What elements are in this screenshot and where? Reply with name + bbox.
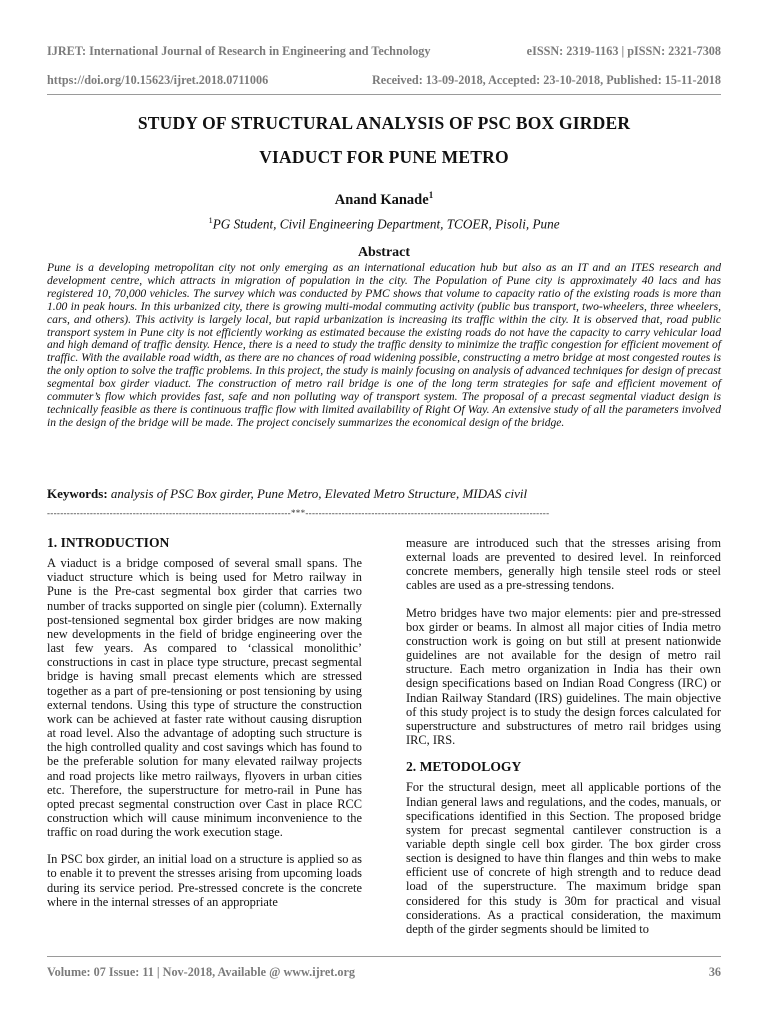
affiliation xyxy=(0,215,768,232)
footer-rule xyxy=(47,956,721,957)
keywords-label: Keywords: xyxy=(47,486,108,501)
section-heading-introduction: 1. INTRODUCTION xyxy=(47,535,170,550)
page-footer xyxy=(47,965,721,980)
author xyxy=(0,190,768,209)
footer-volume: Volume: 07 Issue: 11 | Nov-2018, Available @ www.ijret.org xyxy=(47,965,355,979)
affiliation-superscript: 1 xyxy=(208,215,213,225)
author-superscript: 1 xyxy=(428,190,434,200)
section-heading-methodology: 2. METODOLOGY xyxy=(406,759,522,775)
doi-link[interactable]: https://doi.org/10.15623/ijret.2018.0711006 xyxy=(47,73,269,87)
intro-paragraph-2: In PSC box girder, an initial load on a structure is applied so as to enable it to prevent the stresses arising from upcoming loads during its service period. Pre-stressed concrete is the concrete where in the internal stresses of an appropriate xyxy=(47,852,362,909)
publication-dates: Received: 13-09-2018, Accepted: 23-10-2018, Published: 15-11-2018 xyxy=(372,73,721,87)
issn: eISSN: 2319-1163 | pISSN: 2321-7308 xyxy=(526,44,721,58)
abstract-text: Pune is a developing metropolitan city not only emerging as an international education hub but also as an IT and an ITES research and development centre, which attracts in migration of population in the city. The Population of Pune city is approximately 40 lacs and has registered 10, 70,000 vehicles. The survey which was conducted by PMC shows that volume to capacity ratio of the existing roads is more than 1.00 in peak hours. In this urbanized city, there is growing multi-modal commuting activity (public bus transport, two-wheelers, three wheelers, cars, and others). This activity is largely local, but rapid urbanization is increasing its traffic within the city. It is observed that, road public transport system in Pune city is not efficiently working as estimated because the existing roads do not have the capacity to carry vehicular load and high demand of traffic density. Hence, there is a need to study the traffic density to minimize the traffic congestion for efficient movement of traffic. With the available road width, as there are no chances of road widening possible, constructing a metro bridge at most congested routes is the only option to solve the traffic problems. In this project, the study is mainly focusing on analysis of advanced techniques for design of precast segmental box girder viaduct. The construction of metro rail bridge is one of the long term strategies for safe and efficient movement of commuter’s flow which provides fast, safe and non polluting way of transport system. The proposal of a precast segmental viaduct design is technically feasible as there is continuous traffic flow with limited availability of Right Of Way. An extensive study of all the parameters involved in the design of the bridge will be made. The project concisely summarizes the economical design of the bridge. xyxy=(47,261,721,429)
intro-paragraph-4: Metro bridges have two major elements: pier and pre-stressed box girder or beams. In almost all major cities of India metro construction work is going on but still at present nationwide guidelines are not available for the design of metro rail structure. Each metro organization in India has their own design specifications based on Indian Road Congress (IRC) or Indian Railway Standard (IRS) guidelines. The main objective of this study project is to study the design forces calculated for superstructure and substructures of metro rail bridges using IRC, IRS. xyxy=(406,605,721,748)
abstract-heading: Abstract xyxy=(357,245,411,260)
right-column xyxy=(406,536,721,936)
intro-paragraph-3: measure are introduced such that the stresses arising from external loads are prevented to desired level. In reinforced concrete members, generally high tensile steel rods or steel cables are used as a pre-stressing tendons. xyxy=(406,536,721,593)
author-name: Anand Kanade xyxy=(334,191,429,208)
page-number: 36 xyxy=(708,965,721,979)
paper-title-line-1: STUDY OF STRUCTURAL ANALYSIS OF PSC BOX GIRDER xyxy=(137,113,631,133)
section-separator: --------------------------------------------------------------------------***-------------------------------------------------------------------------- xyxy=(47,508,550,518)
affiliation-text: PG Student, Civil Engineering Department, TCOER, Pisoli, Pune xyxy=(212,216,560,232)
methodology-paragraph-1: For the structural design, meet all applicable portions of the Indian general laws and regulations, and the codes, manuals, or specifications identified in this Section. The proposed bridge system for precast segmental cantilever construction is a variable depth single cell box girder. The box girder cross section is designed to have thin flanges and thin webs to make efficient use of concrete of high strength and to reduce dead load of the superstructure. The maximum bridge span considered for this study is 30m for practical and visual considerations. As a practical consideration, the maximum depth of the girder segments should be limited to xyxy=(406,780,721,936)
intro-paragraph-1: A viaduct is a bridge composed of several small spans. The viaduct structure which is being used for Metro railway in Pune is the Pre-cast segmental box girder that carries two number of tracks supported on single pier (column). Externally post-tensioned segmental box girder bridges are now making new developments in the field of bridge engineering over the last few years. As compared to ‘classical monolithic’ constructions in cast in place type structure, precast segmental bridge is having small precast elements which are stressed together as a part of pre-tensioning or post tensioning by using external tendons. Using this type of structure the construction work can be achieved at faster rate without causing disruption at road level. Also the advantage of adopting such structure is the high controlled quality and cost savings which has found to be the preferable solution for many elevated railway projects and road projects like metro railways, flyovers in urban cities etc. Therefore, the superstructure for metro-rail in Pune has opted precast segmental construction over Cast in place RCC construction which will cause minimum inconvenience to the traffic on road during the work execution stage. xyxy=(47,556,362,840)
keywords xyxy=(47,486,721,502)
header-rule xyxy=(47,94,721,95)
paper-title-line-2: VIADUCT FOR PUNE METRO xyxy=(259,147,509,167)
left-column xyxy=(47,536,362,909)
keywords-text: analysis of PSC Box girder, Pune Metro, Elevated Metro Structure, MIDAS civil xyxy=(107,486,528,501)
journal-name: IJRET: International Journal of Research in Engineering and Technology xyxy=(47,44,431,58)
